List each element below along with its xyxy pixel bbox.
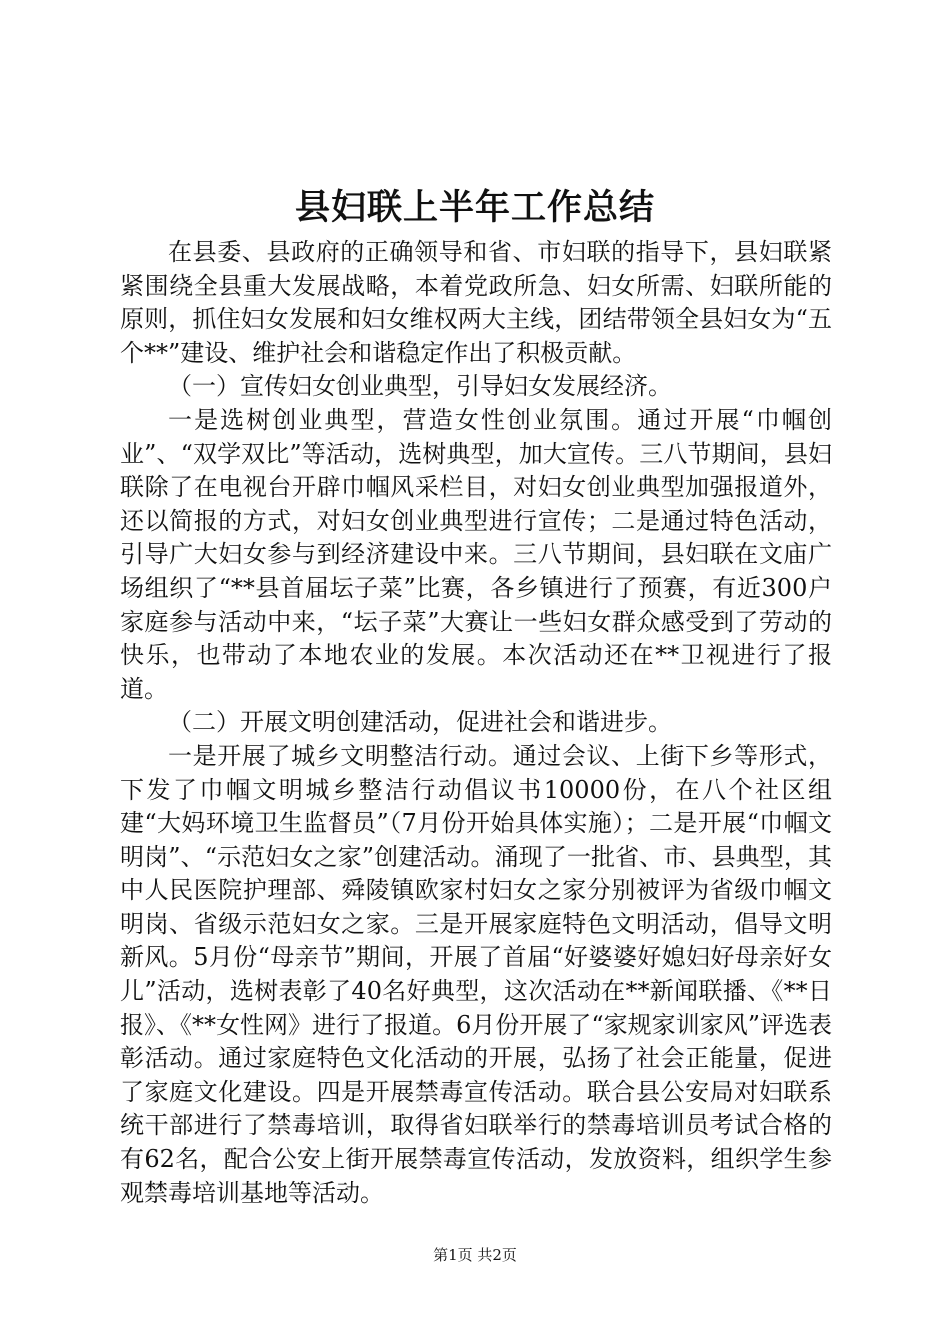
paragraph-section-1: 一是选树创业典型，营造女性创业氛围。通过开展“巾帼创业”、“双学双比”等活动，选树典型，加大宣传。三八节期间，县妇联除了在电视台开辟巾帼风采栏目，对妇女创业典型加强报道外，还以简报的方式，对妇女创业典型进行宣传；二是通过特色活动，引导广大妇女参与到经济建设中来。三八节期间，县妇联在文庙广场组织了“**县首届坛子菜”比赛，各乡镇进行了预赛，有近300户家庭参与活动中来，“坛子菜”大赛让一些妇女群众感受到了劳动的快乐，也带动了本地农业的发展。本次活动还在**卫视进行了报道。 xyxy=(120,405,832,703)
section-heading-2: （二）开展文明创建活动，促进社会和谐进步。 xyxy=(168,708,672,737)
document-body xyxy=(120,236,832,1210)
page-footer: 第1页 共2页 xyxy=(433,1246,517,1264)
document-title: 县妇联上半年工作总结 xyxy=(294,187,655,228)
section-heading-1: （一）宣传妇女创业典型，引导妇女发展经济。 xyxy=(168,372,672,401)
paragraph-section-2: 一是开展了城乡文明整洁行动。通过会议、上街下乡等形式，下发了巾帼文明城乡整洁行动倡议书10000份，在八个社区组建“大妈环境卫生监督员”（7月份开始具体实施）；二是开展“巾帼文明岗”、“示范妇女之家”创建活动。涌现了一批省、市、县典型，其中人民医院护理部、舜陵镇欧家村妇女之家分别被评为省级巾帼文明岗、省级示范妇女之家。三是开展家庭特色文明活动，倡导文明新风。5月份“母亲节”期间，开展了首届“好婆婆好媳妇好母亲好女儿”活动，选树表彰了40名好典型，这次活动在**新闻联播、《**日报》、《**女性网》进行了报道。6月份开展了“家规家训家风”评选表彰活动。通过家庭特色文化活动的开展，弘扬了社会正能量，促进了家庭文化建设。四是开展禁毒宣传活动。联合县公安局对妇联系统干部进行了禁毒培训，取得省妇联举行的禁毒培训员考试合格的有62名，配合公安上街开展禁毒宣传活动，发放资料，组织学生参观禁毒培训基地等活动。 xyxy=(120,741,832,1207)
paragraph-intro: 在县委、县政府的正确领导和省、市妇联的指导下，县妇联紧紧围绕全县重大发展战略，本着党政所急、妇女所需、妇联所能的原则，抓住妇女发展和妇女维权两大主线，团结带领全县妇女为“五个**”建设、维护社会和谐稳定作出了积极贡献。 xyxy=(120,238,832,367)
